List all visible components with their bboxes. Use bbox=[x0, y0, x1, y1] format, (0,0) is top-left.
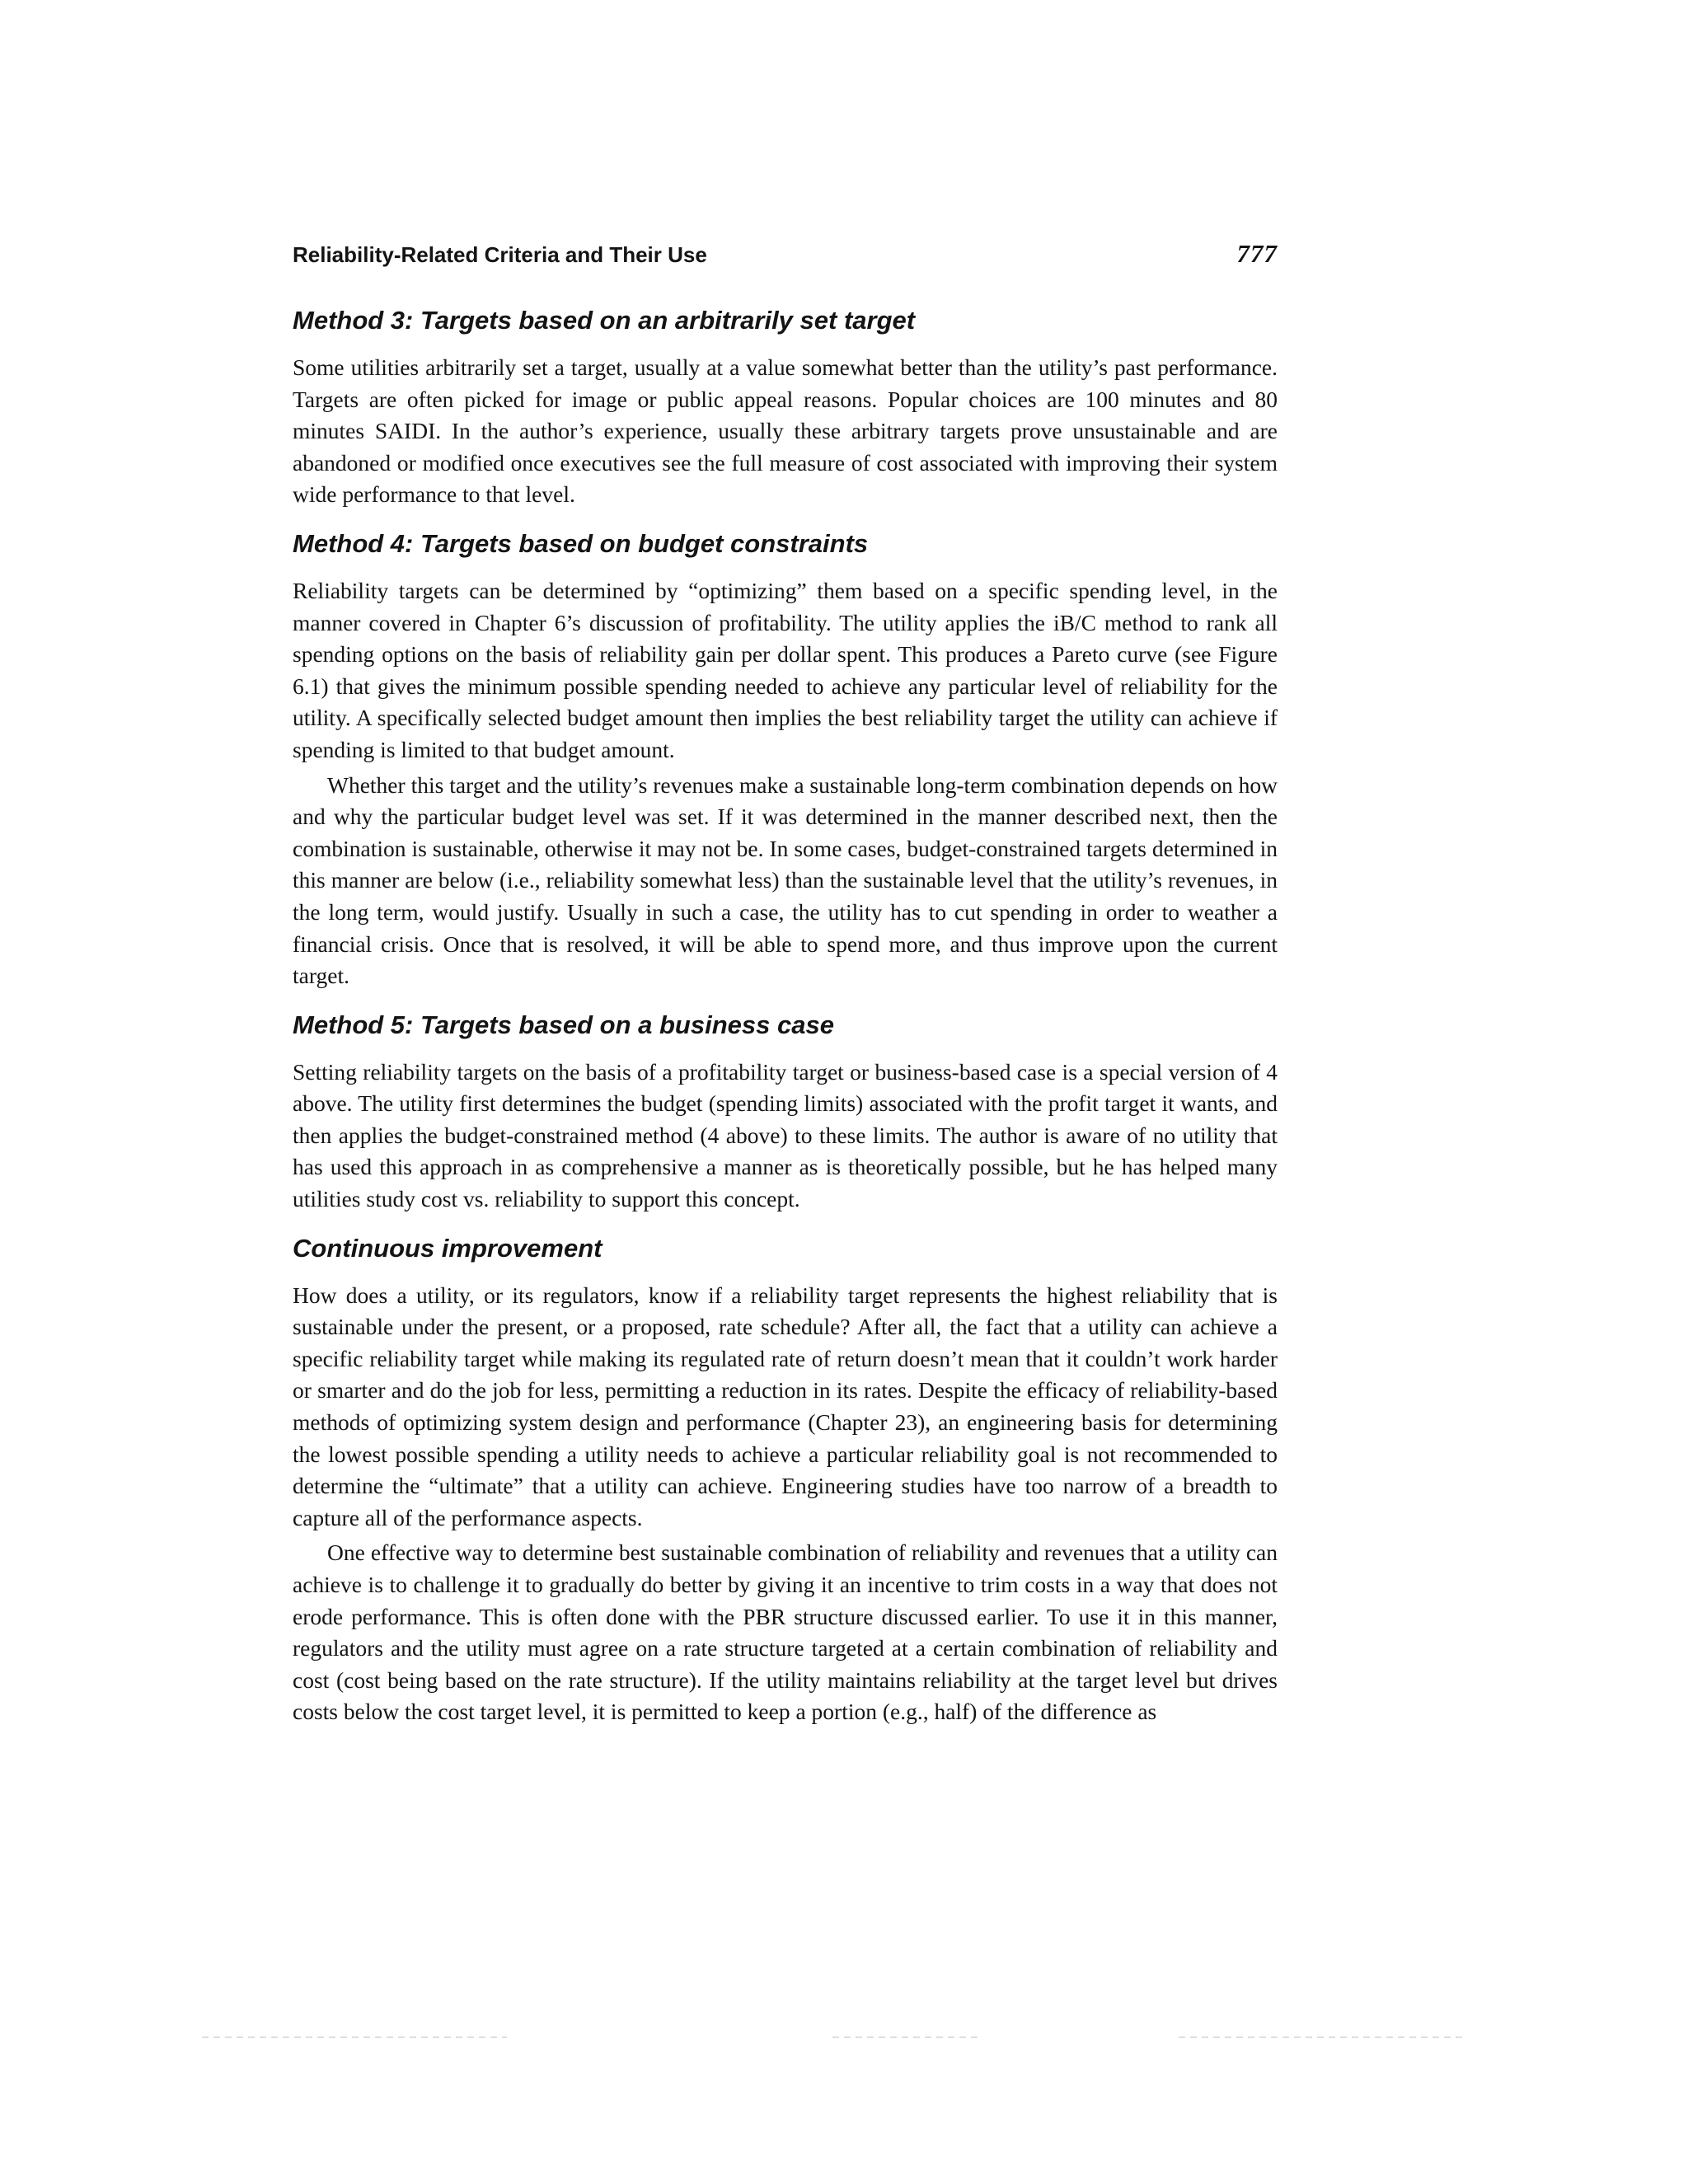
section-method-3 bbox=[293, 304, 1278, 511]
section-heading: Continuous improvement bbox=[293, 1233, 603, 1263]
body-paragraph: Setting reliability targets on the basis of a profitability target or business-based case is a special version of 4 above. The utility first determines the budget (spending limits) associated with the profit target it wants, and then applies the budget-constrained method (4 above) to these limits. The author is aware of no utility that has used this approach in as comprehensive a manner as is theoretically possible, but he has helped many utilities study cost vs. reliability to support this concept. bbox=[293, 1058, 1278, 1212]
section-heading: Method 4: Targets based on budget constraints bbox=[293, 528, 869, 558]
running-head bbox=[293, 239, 1278, 269]
scan-artifact-line bbox=[832, 2036, 981, 2038]
body-paragraph: Whether this target and the utility’s revenues make a sustainable long-term combination depends on how and why the particular budget level was set. If it was determined in the manner described next, then the combination is sustainable, otherwise it may not be. In some cases, budget-constrained targets determined in this manner are below (i.e., reliability somewhat less) than the sustainable level that the utility’s revenues, in the long term, would justify. Usually in such a case, the utility has to cut spending in order to weather a financial crisis. Once that is resolved, it will be able to spend more, and thus improve upon the current target. bbox=[293, 771, 1278, 989]
scan-artifact-line bbox=[202, 2036, 507, 2038]
book-page bbox=[293, 239, 1278, 1728]
section-heading: Method 3: Targets based on an arbitrarily set target bbox=[293, 306, 916, 335]
body-paragraph: Reliability targets can be determined by “optimizing” them based on a specific spending level, in the manner covered in Chapter 6’s discussion of profitability. The utility applies the iB/C method to rank all spending options on the basis of reliability gain per dollar spent. This produces a Pareto curve (see Figure 6.1) that gives the minimum possible spending needed to achieve any particular level of reliability for the utility. A specifically selected budget amount then implies the best reliability target the utility can achieve if spending is limited to that budget amount. bbox=[293, 577, 1278, 762]
body-paragraph: Some utilities arbitrarily set a target, usually at a value somewhat better than the utility’s past performance. Targets are often picked for image or public appeal reasons. Popular choices are 100 minutes and 80 minutes SAIDI. In the author’s experience, usually these arbitrary targets prove unsustainable and are abandoned or modified once executives see the full measure of cost associated with improving their system wide performance to that level. bbox=[293, 354, 1278, 508]
section-method-4 bbox=[293, 527, 1278, 992]
section-method-5 bbox=[293, 1009, 1278, 1216]
running-head-title: Reliability-Related Criteria and Their Use bbox=[293, 242, 707, 267]
scan-artifact-line bbox=[1179, 2036, 1467, 2038]
body-paragraph: One effective way to determine best sustainable combination of reliability and revenues that a utility can achieve is to challenge it to gradually do better by giving it an incentive to trim costs in a way that does not erode performance. This is often done with the PBR structure discussed earlier. To use it in this manner, regulators and the utility must agree on a rate structure targeted at a certain combination of reliability and cost (cost being based on the rate structure). If the utility maintains reliability at the target level but drives costs below the cost target level, it is permitted to keep a portion (e.g., half) of the difference as bbox=[293, 1540, 1278, 1725]
body-paragraph: How does a utility, or its regulators, know if a reliability target represents the highest reliability that is sustainable under the present, or a proposed, rate schedule? After all, the fact that a utility can achieve a specific reliability target while making its regulated rate of return doesn’t mean that it couldn’t work harder or smarter and do the job for less, permitting a reduction in its rates. Despite the efficacy of reliability-based methods of optimizing system design and performance (Chapter 23), an engineering basis for determining the lowest possible spending a utility needs to achieve a particular reliability goal is not recommended to determine the “ultimate” that a utility can achieve. Engineering studies have too narrow of a breadth to capture all of the performance aspects. bbox=[293, 1282, 1278, 1530]
page-number: 777 bbox=[1236, 239, 1278, 268]
section-heading: Method 5: Targets based on a business case bbox=[293, 1010, 834, 1039]
section-continuous-improvement bbox=[293, 1232, 1278, 1728]
